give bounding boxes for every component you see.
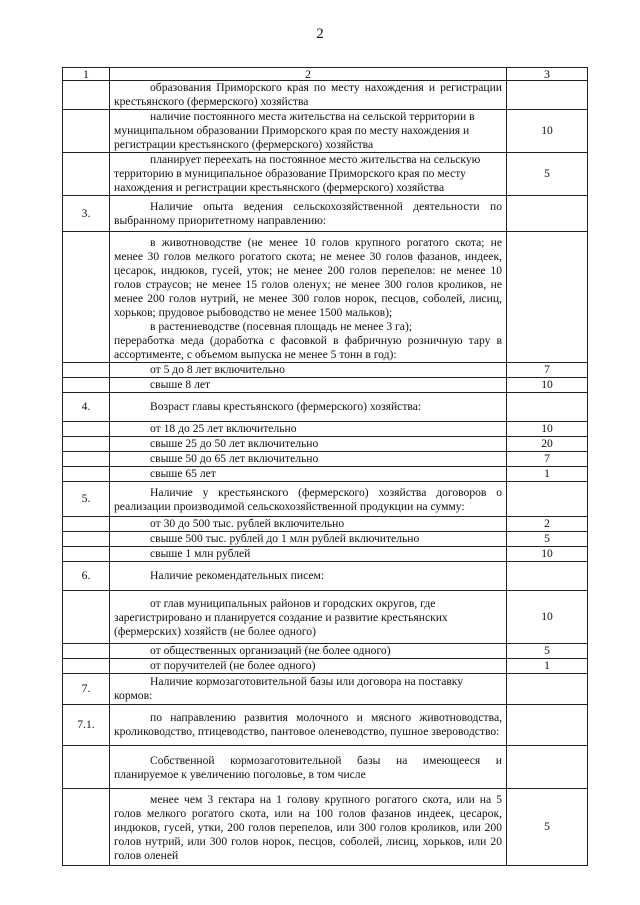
row-text: от 18 до 25 лет включительно [110, 422, 507, 437]
row-score: 5 [507, 644, 588, 659]
row-text: менее чем 3 гектара на 1 голову крупного рогатого скота, или на 5 голов мелкого рогатого скота, или на 100 голов фазанов индеек, цесарок, индюков, гусей, утки, 200 голов перепелов, или 300 голов кроликов, или 200 голов нутрий, или 300 голов норок, песцов, соболей, лисиц, хорьков, или 20 голов оленей [110, 789, 507, 866]
row-score: 1 [507, 467, 588, 482]
row-num [63, 153, 110, 196]
row-text: свыше 500 тыс. рублей до 1 млн рублей включительно [110, 532, 507, 547]
row-num [63, 232, 110, 363]
row-text: свыше 50 до 65 лет включительно [110, 452, 507, 467]
table-row [63, 532, 588, 547]
page-number: 2 [316, 26, 324, 42]
section-num: 5. [63, 482, 110, 517]
table-header-row [63, 68, 588, 81]
header-col-1: 1 [63, 68, 110, 81]
header-col-3: 3 [507, 68, 588, 81]
row-score [507, 674, 588, 705]
row-score: 20 [507, 437, 588, 452]
row-num [63, 467, 110, 482]
row-num [63, 547, 110, 562]
row-text-part: в растениеводстве (посевная площадь не менее 3 га); [150, 320, 413, 333]
row-text-part: переработка меда (доработка с фасовкой в фабричную розничную тару в ассортименте, с объемом выпуска не менее 5 тонн в год): [114, 334, 502, 361]
table-row [63, 452, 588, 467]
section-row [63, 562, 588, 591]
row-score: 1 [507, 659, 588, 674]
table-row [63, 746, 588, 789]
section-title: Наличие опыта ведения сельскохозяйственной деятельности по выбранному приоритетному направлению: [110, 196, 507, 232]
section-title: Наличие у крестьянского (фермерского) хозяйства договоров о реализации производимой сельскохозяйственной продукции на сумму: [110, 482, 507, 517]
section-num: 6. [63, 562, 110, 591]
table-row [63, 644, 588, 659]
row-num [63, 591, 110, 644]
row-score: 10 [507, 110, 588, 153]
row-score: 5 [507, 153, 588, 196]
row-text: от 5 до 8 лет включительно [110, 363, 507, 378]
row-num [63, 81, 110, 110]
row-score: 7 [507, 363, 588, 378]
row-score: 5 [507, 789, 588, 866]
table-row [63, 378, 588, 393]
row-score [507, 562, 588, 591]
section-row [63, 674, 588, 705]
row-text-part: в животноводстве (не менее 10 голов крупного рогатого скота; не менее 30 голов мелкого рогатого скота; не менее 30 голов фазанов, индеек, цесарок, индюков, гусей, уток; не менее 200 голов перепелов: не менее 10 голов страусов; не менее 15 голов оленух; не менее 300 голов кроликов, не менее 200 голов нутрий, не менее 300 голов норок, песцов, соболей, лисиц, хорьков; прудовое рыбоводство не менее 1500 мальков); [114, 236, 502, 319]
table-row [63, 517, 588, 532]
row-score: 2 [507, 517, 588, 532]
section-num: 7.1. [63, 705, 110, 746]
row-text: наличие постоянного места жительства на сельской территории в муниципальном образовании Приморского края по месту нахождения и регистрации крестьянского (фермерского) хозяйства [110, 110, 507, 153]
table-row [63, 110, 588, 153]
section-title: Наличие кормозаготовительной базы или договора на поставку кормов: [110, 674, 507, 705]
row-num [63, 644, 110, 659]
row-num [63, 378, 110, 393]
table-row [63, 437, 588, 452]
table-row [63, 591, 588, 644]
row-score: 10 [507, 422, 588, 437]
section-num: 3. [63, 196, 110, 232]
row-num [63, 452, 110, 467]
row-score [507, 196, 588, 232]
row-text: от 30 до 500 тыс. рублей включительно [110, 517, 507, 532]
row-score [507, 81, 588, 110]
section-num: 7. [63, 674, 110, 705]
row-score [507, 232, 588, 363]
section-row [63, 393, 588, 422]
row-score [507, 482, 588, 517]
row-score: 10 [507, 591, 588, 644]
row-text: от поручителей (не более одного) [110, 659, 507, 674]
row-num [63, 422, 110, 437]
row-text: Собственной кормозаготовительной базы на имеющееся и планируемое к увеличению поголовье, в том числе [110, 746, 507, 789]
table-row [63, 422, 588, 437]
section-title: Наличие рекомендательных писем: [110, 562, 507, 591]
row-num [63, 532, 110, 547]
row-score: 5 [507, 532, 588, 547]
header-col-2: 2 [110, 68, 507, 81]
row-num [63, 659, 110, 674]
row-text: планирует переехать на постоянное место жительства на сельскую территорию в муниципальное образование Приморского края по месту нахождения и регистрации крестьянского (фермерского) хозяйства [110, 153, 507, 196]
row-text [110, 232, 507, 363]
row-num [63, 363, 110, 378]
table-row [63, 789, 588, 866]
table-row [63, 547, 588, 562]
section-title: по направлению развития молочного и мясного животноводства, кролиководство, птицеводство, пантовое оленеводство, пушное звероводство: [110, 705, 507, 746]
row-num [63, 789, 110, 866]
row-text: от общественных организаций (не более одного) [110, 644, 507, 659]
row-score [507, 393, 588, 422]
row-text: свыше 25 до 50 лет включительно [110, 437, 507, 452]
row-text: свыше 1 млн рублей [110, 547, 507, 562]
row-score: 10 [507, 378, 588, 393]
table-row [63, 232, 588, 363]
table-row [63, 81, 588, 110]
row-num [63, 437, 110, 452]
section-row [63, 705, 588, 746]
table-row [63, 153, 588, 196]
section-num: 4. [63, 393, 110, 422]
section-row [63, 482, 588, 517]
row-score [507, 746, 588, 789]
section-row [63, 196, 588, 232]
row-text: свыше 65 лет [110, 467, 507, 482]
criteria-table [62, 67, 588, 866]
row-score: 7 [507, 452, 588, 467]
row-num [63, 746, 110, 789]
table-row [63, 363, 588, 378]
row-text: от глав муниципальных районов и городских округов, где зарегистрировано и планируется создание и развитие крестьянских (фермерских) хозяйств (не более одного) [110, 591, 507, 644]
table-row [63, 467, 588, 482]
row-num [63, 517, 110, 532]
row-text: свыше 8 лет [110, 378, 507, 393]
row-num [63, 110, 110, 153]
row-score: 10 [507, 547, 588, 562]
table-row [63, 659, 588, 674]
section-title: Возраст главы крестьянского (фермерского) хозяйства: [110, 393, 507, 422]
row-text: образования Приморского края по месту нахождения и регистрации крестьянского (фермерского) хозяйства [110, 81, 507, 110]
row-score [507, 705, 588, 746]
